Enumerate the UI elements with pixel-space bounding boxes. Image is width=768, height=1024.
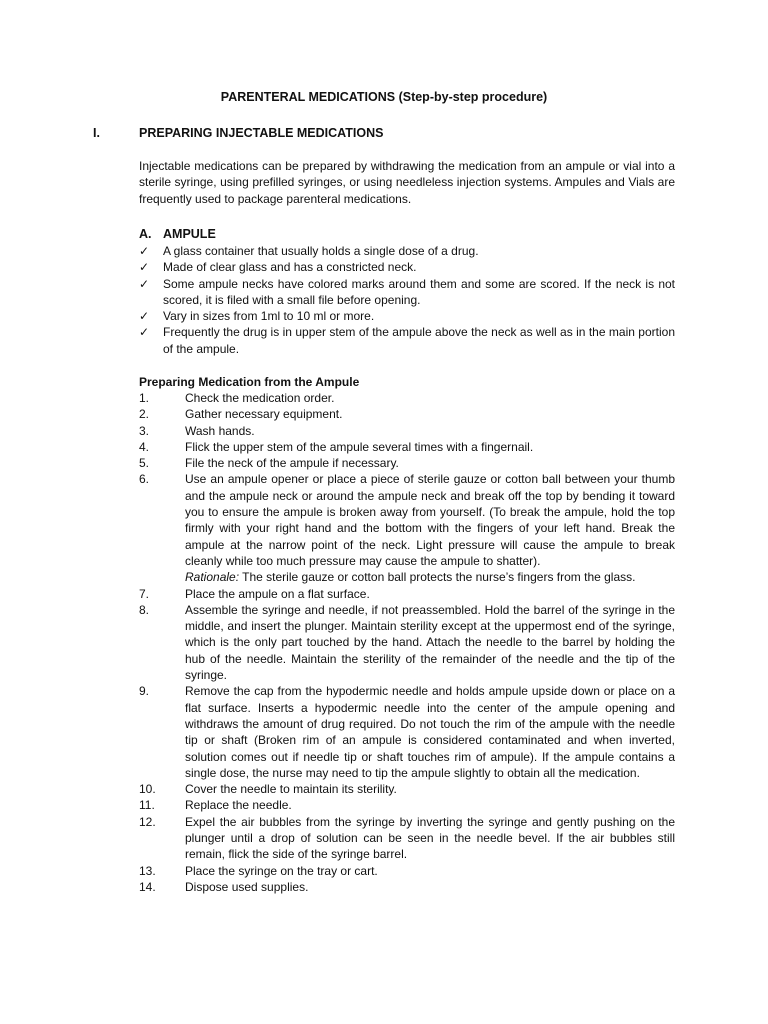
step-number: 11. <box>139 798 155 813</box>
step-rationale <box>185 569 675 585</box>
step-text: Place the ampule on a flat surface. <box>185 586 370 601</box>
ampule-point <box>139 259 675 275</box>
ampule-point-text: Some ampule necks have colored marks around them and some are scored. If the neck is not scored, it is filed with a small file before opening. <box>163 276 675 307</box>
step-text: Place the syringe on the tray or cart. <box>185 863 378 878</box>
step-text: Expel the air bubbles from the syringe by inverting the syringe and gently pushing on the plunger until a drop of solution can be seen in the needle bevel. If the air bubbles still remain, flick the side of the syringe barrel. <box>185 814 675 862</box>
ampule-letter: A. <box>139 227 152 241</box>
checkmark-icon: ✓ <box>139 260 150 275</box>
procedure-step <box>139 439 675 455</box>
procedure-step <box>139 797 675 813</box>
ampule-point-text: A glass container that usually holds a single dose of a drug. <box>163 244 479 258</box>
procedure-step <box>139 602 675 683</box>
step-number: 13. <box>139 863 156 878</box>
step-number: 8. <box>139 602 150 617</box>
checkmark-icon: ✓ <box>139 325 150 340</box>
ampule-point-text: Frequently the drug is in upper stem of the ampule above the neck as well as in the main portion of the ampule. <box>163 325 675 356</box>
ampule-points-list <box>139 243 675 357</box>
step-text: Cover the needle to maintain its sterility. <box>185 782 397 797</box>
ampule-heading <box>139 226 216 242</box>
ampule-point <box>139 324 675 357</box>
procedure-steps-list <box>139 390 675 895</box>
procedure-step <box>139 390 675 406</box>
step-number: 3. <box>139 423 150 438</box>
rationale-text: The sterile gauze or cotton ball protects the nurse’s fingers from the glass. <box>239 570 636 585</box>
step-text: Replace the needle. <box>185 798 292 813</box>
checkmark-icon: ✓ <box>139 244 150 258</box>
ampule-point-text: Vary in sizes from 1ml to 10 ml or more. <box>163 309 375 324</box>
ampule-point <box>139 308 675 324</box>
step-text: Use an ampule opener or place a piece of sterile gauze or cotton ball between your thumb and the ampule neck or around the ampule neck and break off the top by bending it toward you to ensure the ampule is broken away from yourself. (To break the ampule, hold the top firmly with your right hand and the bottom with the fingers of your left hand. Break the ampule at the narrow point of the neck. Light pressure will cause the ampule to break cleanly while too much pressure may cause the ampule to shatter). <box>185 472 675 568</box>
step-text: Wash hands. <box>185 423 255 438</box>
step-text: Assemble the syringe and needle, if not preassembled. Hold the barrel of the syringe in the middle, and insert the plunger. Maintain sterility except at the uppermost end of the syringe, which is the only part touched by the hand. Attach the needle to the barrel by holding the hub of the needle. Maintain the sterility of the remainder of the needle and the tip of the syringe. <box>185 602 675 683</box>
procedure-step <box>139 455 675 471</box>
step-number: 1. <box>139 391 150 405</box>
procedure-step <box>139 863 675 879</box>
checkmark-icon: ✓ <box>139 309 150 324</box>
document-title: PARENTERAL MEDICATIONS (Step-by-step procedure) <box>220 90 548 104</box>
procedure-step <box>139 406 675 422</box>
step-number: 7. <box>139 586 150 601</box>
procedure-step <box>139 683 675 781</box>
ampule-point <box>139 243 675 259</box>
step-number: 2. <box>139 407 150 422</box>
step-number: 14. <box>139 879 156 894</box>
section-title: PREPARING INJECTABLE MEDICATIONS <box>139 126 384 140</box>
procedure-step <box>139 423 675 439</box>
intro-paragraph: Injectable medications can be prepared by withdrawing the medication from an ampule or vial into a sterile syringe, using prefilled syringes, or using needleless injection systems. Ampules and Vials are frequently used to package parenteral medications. <box>139 159 675 206</box>
checkmark-icon: ✓ <box>139 276 150 291</box>
step-number: 5. <box>139 456 150 471</box>
step-number: 12. <box>139 814 156 829</box>
procedure-step <box>139 781 675 797</box>
step-text: Check the medication order. <box>185 391 335 405</box>
section-numeral: I. <box>93 126 100 140</box>
step-text: File the neck of the ampule if necessary. <box>185 456 399 471</box>
procedure-step <box>139 814 675 863</box>
ampule-heading-label: AMPULE <box>163 227 216 241</box>
step-number: 4. <box>139 439 150 454</box>
rationale-label: Rationale: <box>185 570 240 585</box>
procedure-step <box>139 471 675 585</box>
ampule-point-text: Made of clear glass and has a constricted neck. <box>163 260 417 275</box>
procedure-step <box>139 586 675 602</box>
ampule-point <box>139 276 675 309</box>
step-text: Gather necessary equipment. <box>185 407 343 422</box>
procedure-step <box>139 879 675 895</box>
step-text: Remove the cap from the hypodermic needle and holds ampule upside down or place on a flat surface. Inserts a hypodermic needle into the center of the ampule opening and withdraws the amount of drug required. Do not touch the rim of the ampule with the needle tip or shaft (Broken rim of an ampule is considered contaminated and when inverted, solution comes out if needle tip or shaft touches rim of ampule). If the ampule contains a single dose, the nurse may need to tip the ampule slightly to obtain all the medication. <box>185 684 675 780</box>
procedure-title: Preparing Medication from the Ampule <box>139 375 360 389</box>
step-text: Dispose used supplies. <box>185 879 309 894</box>
step-number: 9. <box>139 684 150 699</box>
step-number: 6. <box>139 472 150 487</box>
step-text: Flick the upper stem of the ampule several times with a fingernail. <box>185 439 534 454</box>
step-number: 10. <box>139 782 156 797</box>
